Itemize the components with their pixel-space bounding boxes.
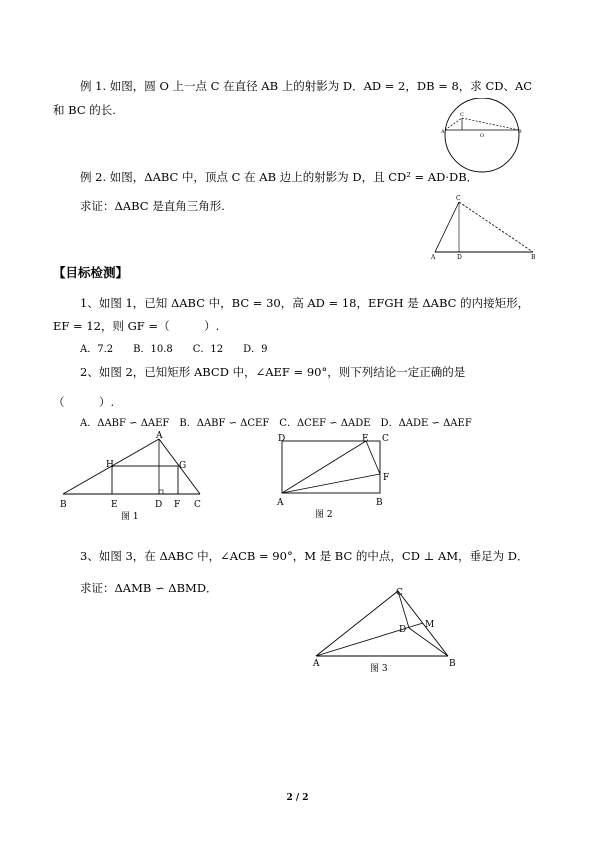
label-c: C — [194, 500, 201, 510]
label-f: F — [174, 500, 181, 510]
label-a: A — [431, 254, 436, 261]
example2-line1: 例 2. 如图，ΔABC 中，顶点 C 在 AB 边上的射影为 D，且 CD² = AD·DB． — [80, 170, 479, 184]
figure-1 — [55, 430, 210, 522]
segment-db — [409, 628, 448, 656]
label-d: D — [155, 500, 163, 510]
side-ac — [435, 202, 459, 252]
label-c: C — [382, 434, 389, 444]
label-h: H — [106, 460, 114, 470]
label-m: M — [425, 620, 435, 630]
side-cb — [398, 591, 448, 656]
q2-line1: 2、如图 2，已知矩形 ABCD 中，∠AEF = 90°，则下列结论一定正确的是 — [80, 365, 466, 379]
q1-options: A．7.2 B．10.8 C．12 D．9 — [80, 344, 268, 355]
figure-2-caption: 图 2 — [315, 510, 333, 520]
label-b: B — [518, 129, 522, 135]
q3-line1: 3、如图 3，在 ΔABC 中，∠ACB = 90°，M 是 BC 的中点，CD ⊥ AM，垂足为 D． — [80, 549, 529, 563]
side-cb — [459, 202, 533, 252]
right-angle-mark — [159, 490, 163, 494]
label-c: C — [460, 112, 464, 118]
label-b: B — [449, 659, 456, 669]
segment-ef — [366, 441, 380, 474]
label-a: A — [277, 498, 284, 508]
example2-line2: 求证：ΔABC 是直角三角形. — [80, 199, 225, 213]
label-a: A — [313, 659, 320, 669]
q2-options: A．ΔABF ∽ ΔAEF B．ΔABF ∽ ΔCEF C．ΔCEF ∽ ΔADE D．ΔADE ∽ ΔAEF — [80, 418, 472, 429]
rectangle-efgh — [112, 466, 178, 494]
label-d: D — [399, 625, 407, 635]
label-b: B — [60, 500, 67, 510]
segment-cb — [462, 118, 519, 130]
label-b: B — [376, 498, 383, 508]
segment-am — [316, 623, 423, 656]
label-e: E — [362, 434, 369, 444]
side-ac — [316, 591, 398, 656]
q1-line2: EF = 12，则 GF =（ ）. — [53, 319, 220, 333]
segment-ac — [445, 118, 462, 130]
rectangle-abcd — [282, 441, 380, 493]
label-d: D — [457, 254, 462, 261]
figure-1-caption: 图 1 — [121, 512, 139, 522]
figure-2 — [272, 430, 397, 522]
q3-line2: 求证：ΔAMB ∽ ΔBMD． — [80, 581, 218, 595]
example1-circle-figure — [440, 98, 525, 176]
label-a: A — [156, 431, 163, 441]
label-f: F — [383, 473, 390, 483]
figure-3-caption: 图 3 — [370, 664, 388, 674]
label-d: D — [278, 434, 286, 444]
q1-line1: 1、如图 1，已知 ΔABC 中，BC = 30，高 AD = 18，EFGH 是 ΔABC 的内接矩形， — [80, 296, 530, 310]
q2-line2: （ ）. — [53, 395, 115, 409]
page-number: 2 / 2 — [286, 793, 309, 803]
section-title: 【目标检测】 — [53, 265, 129, 280]
figure-3 — [308, 583, 468, 679]
example2-triangle-figure — [428, 192, 540, 262]
label-c: C — [456, 195, 461, 202]
example1-line2: 和 BC 的长. — [53, 103, 116, 117]
label-c: C — [396, 588, 403, 598]
example1-line1: 例 1. 如图，圆 O 上一点 C 在直径 AB 上的射影为 D．AD = 2，DB = 8，求 CD、AC — [80, 79, 533, 93]
label-o: O — [480, 133, 485, 139]
label-b: B — [531, 254, 536, 261]
label-a: A — [441, 129, 445, 135]
label-e: E — [111, 500, 118, 510]
label-g: G — [179, 461, 187, 471]
